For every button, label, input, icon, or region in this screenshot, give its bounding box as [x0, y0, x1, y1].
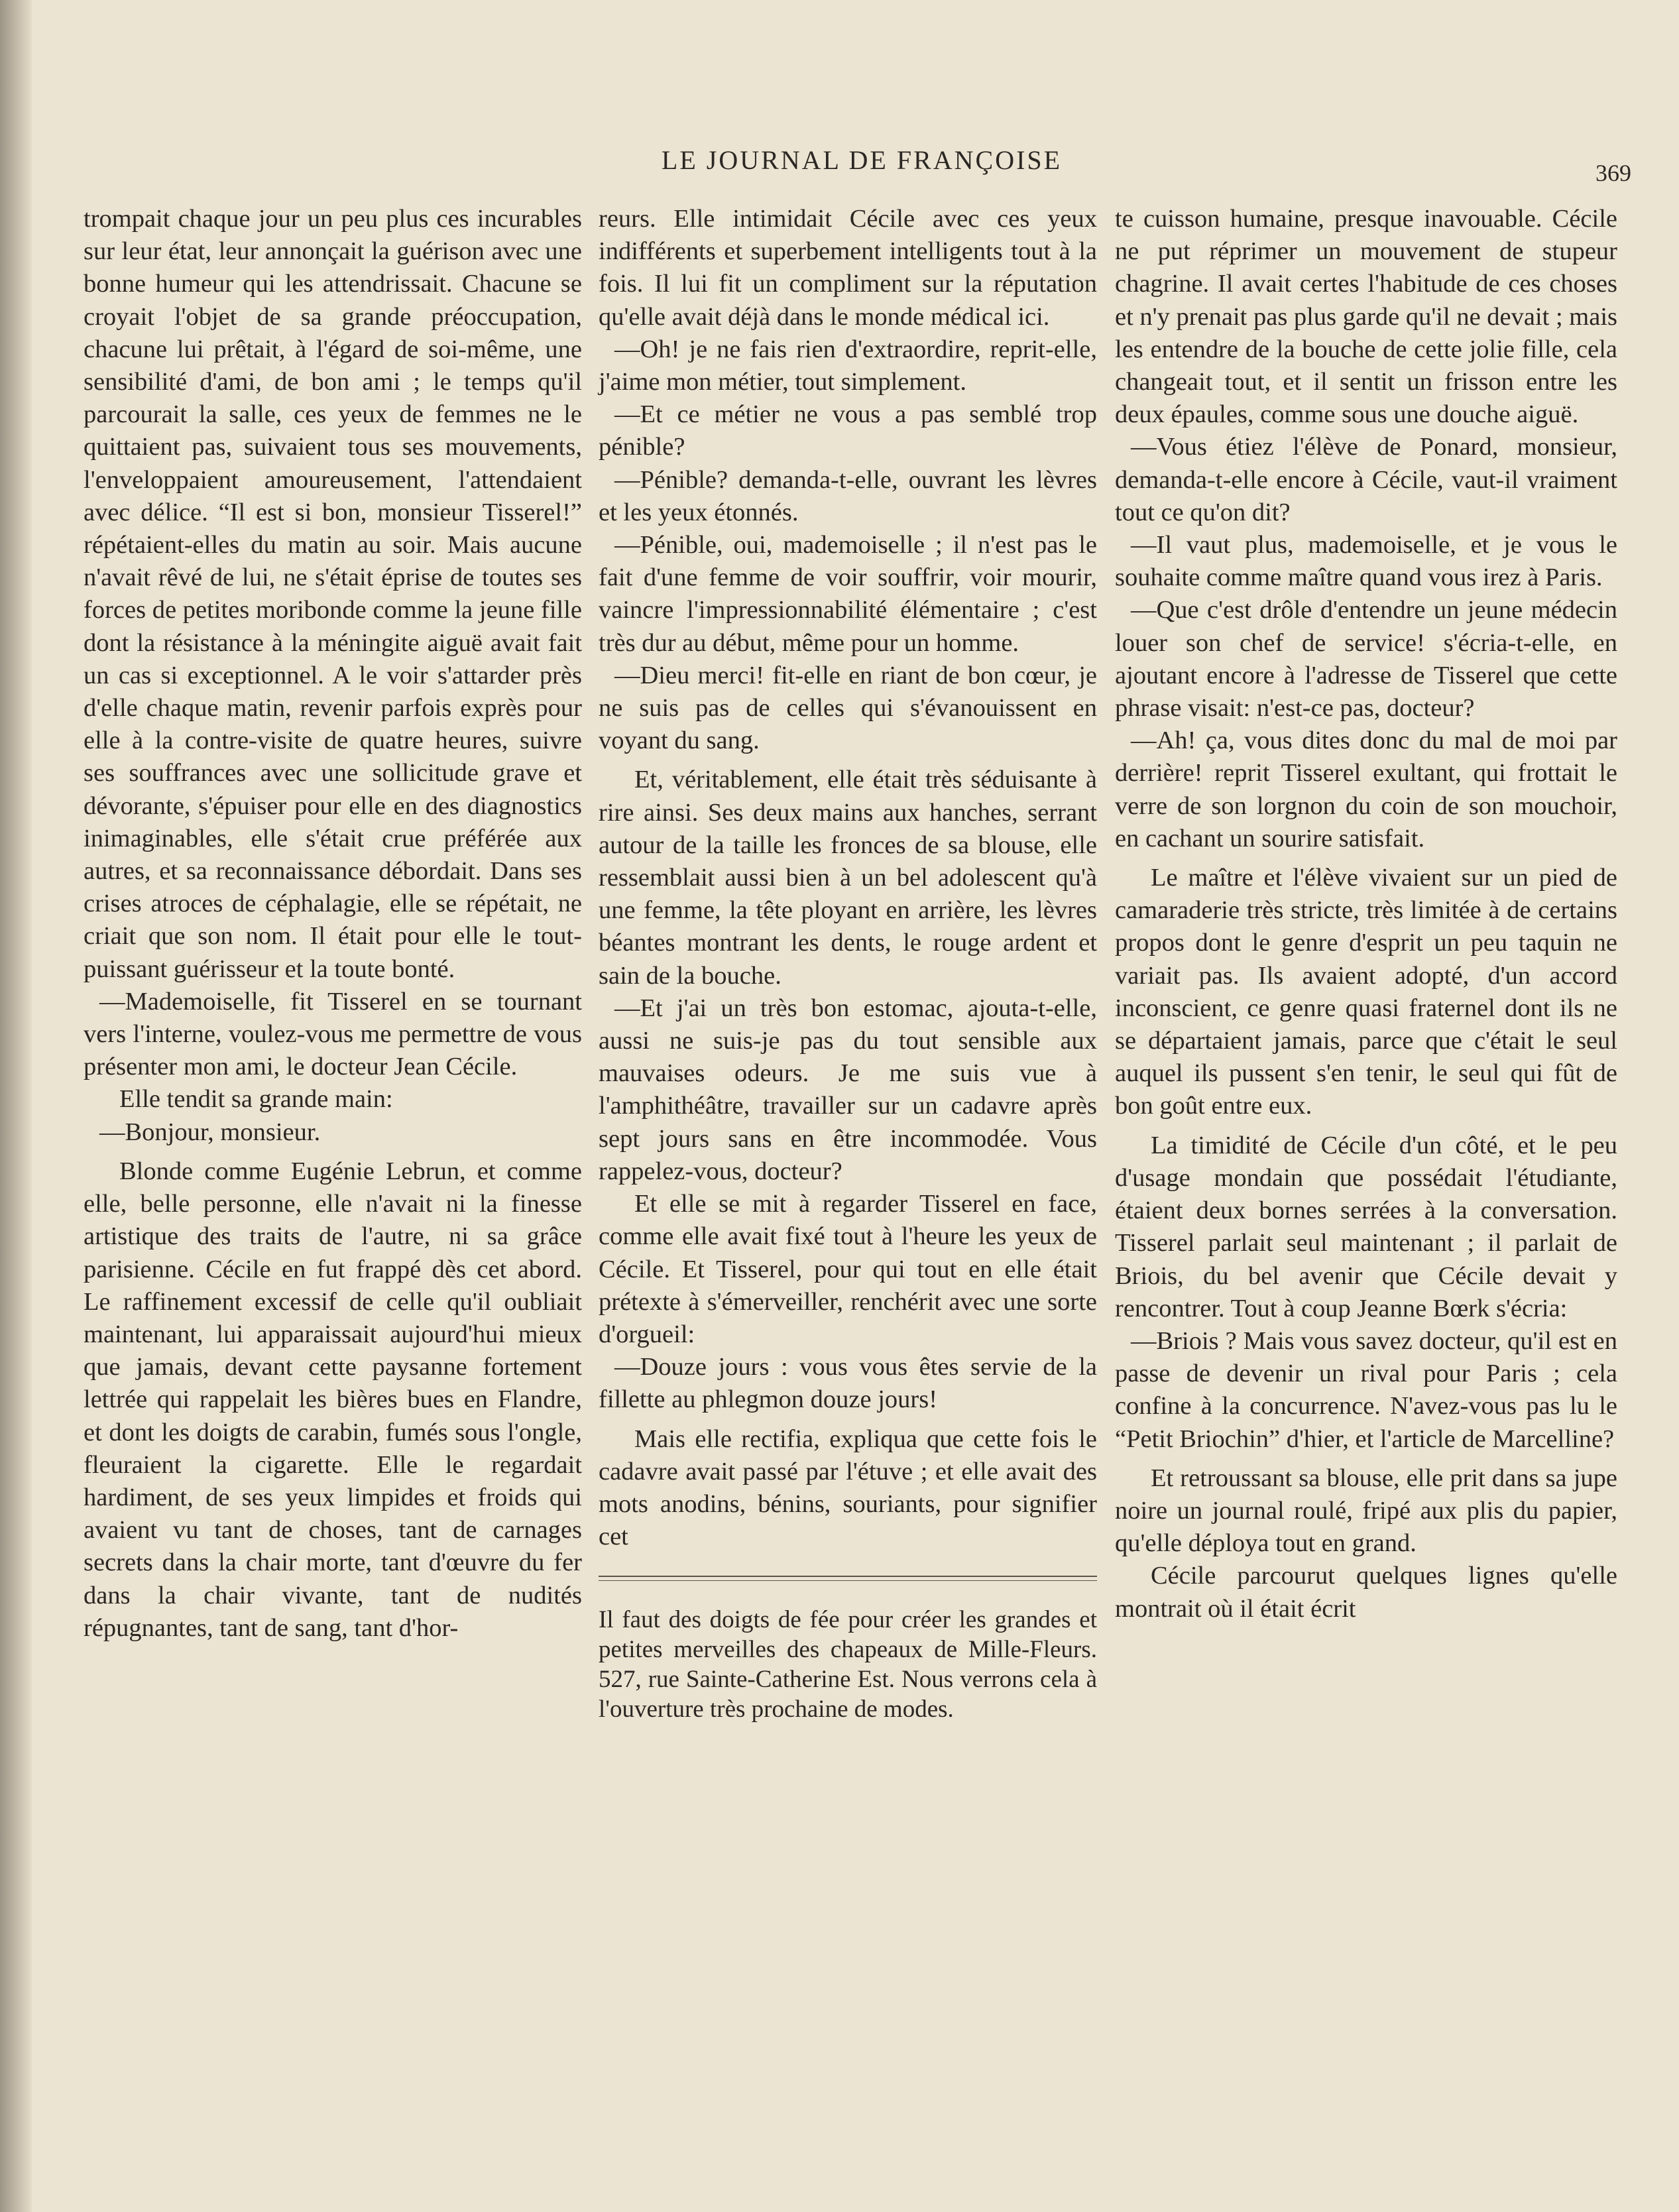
paragraph: La timidité de Cécile d'un côté, et le peu d'usage mondain que possédait l'étudiante, étaient deux bornes serrées à la conversation. Tisserel parlait seul maintenant ; il parlait de Briois, du bel avenir que Cécile devait y rencontrer. Tout à coup Jeanne Bœrk s'écria: — [1115, 1131, 1617, 1322]
paragraph: Et elle se mit à regarder Tisserel en face, comme elle avait fixé tout à l'heure les yeux de Cécile. Et Tisserel, pour qui tout en elle était prétexte à s'émerveiller, renchérit avec une sorte d'orgueil: — [599, 1190, 1097, 1348]
paragraph: —Dieu merci! fit-elle en riant de bon cœur, je ne suis pas de celles qui s'évanouissent en voyant du sang. — [599, 661, 1097, 755]
paragraph: —Douze jours : vous vous êtes servie de la fillette au phlegmon douze jours! — [599, 1353, 1097, 1414]
paragraph: —Briois ? Mais vous savez docteur, qu'il est en passe de devenir un rival pour Paris ; cela confine à la concurrence. N'avez-vous pas lu le “Petit Briochin” d'hier, et l'article de Marcelline? — [1115, 1326, 1617, 1453]
paragraph: Mais elle rectifia, expliqua que cette fois le cadavre avait passé par l'étuve ; et elle avait des mots anodins, bénins, souriants, pour signifier cet — [599, 1425, 1097, 1551]
paragraph: Elle tendit sa grande main: — [119, 1085, 393, 1114]
paragraph: —Ah! ça, vous dites donc du mal de moi par derrière! reprit Tisserel exultant, qui frottait le verre de son lorgnon du coin de son mouchoir, en cachant un sourire satisfait. — [1115, 727, 1617, 852]
paragraph: —Vous étiez l'élève de Ponard, monsieur, demanda-t-elle encore à Cécile, vaut-il vraiment tout ce qu'on dit? — [1115, 433, 1617, 526]
paragraph: —Pénible, oui, mademoiselle ; il n'est pas le fait d'une femme de voir souffrir, voir mourir, vaincre l'impressionnabilité élémentaire ; c'est très dur au début, même pour un homme. — [599, 531, 1097, 657]
paragraph: —Mademoiselle, fit Tisserel en se tournant vers l'interne, voulez-vous me permettre de vous présenter mon ami, le docteur Jean Cécile. — [84, 987, 582, 1081]
paragraph: —Et ce métier ne vous a pas semblé trop pénible? — [599, 400, 1097, 461]
paragraph: reurs. Elle intimidait Cécile avec ces yeux indifférents et superbement intelligents tout à la fois. Il lui fit un compliment sur la réputation qu'elle avait déjà dans le monde médical ici. — [599, 205, 1097, 331]
paragraph: Et, véritablement, elle était très séduisante à rire ainsi. Ses deux mains aux hanches, serrant autour de la taille les fronces de sa blouse, elle ressemblait aussi bien à un bel adolescent qu'à une femme, la tête ployant en arrière, les lèvres béantes montrant les dents, le rouge ardent et sain de la bouche. — [599, 766, 1097, 990]
running-header: LE JOURNAL DE FRANÇOISE — [661, 145, 1063, 175]
paragraph: —Et j'ai un très bon estomac, ajouta-t-elle, aussi ne suis-je pas du tout sensible aux mauvaises odeurs. Je me suis vue à l'amphithéâtre, travailler sur un cadavre après sept jours sans en être incommodée. Vous rappelez-vous, docteur? — [599, 994, 1097, 1185]
text-column-2 — [599, 203, 1097, 1724]
paragraph: —Pénible? demanda-t-elle, ouvrant les lèvres et les yeux étonnés. — [599, 465, 1097, 526]
page-gutter-shadow — [0, 0, 32, 2212]
text-column-1 — [84, 203, 582, 1645]
separator-rule — [599, 1576, 1097, 1581]
advertisement-notice: Il faut des doigts de fée pour créer les grandes et petites merveilles des chapeaux de Mille-Fleurs. 527, rue Sainte-Catherine Est. Nous verrons cela à l'ouverture très prochaine de modes. — [599, 1606, 1097, 1723]
paragraph: te cuisson humaine, presque inavouable. Cécile ne put réprimer un mouvement de stupeur chagrine. Il avait certes l'habitude de ces choses et n'y prenait pas plus garde qu'il ne devait ; mais les entendre de la bouche de cette jolie fille, cela changeait tout, et il sentit un frisson entre les deux épaules, comme sous une douche aiguë. — [1115, 205, 1618, 429]
page-number: 369 — [1595, 160, 1631, 186]
paragraph: —Il vaut plus, mademoiselle, et je vous le souhaite comme maître quand vous irez à Paris. — [1115, 531, 1617, 592]
paragraph: —Bonjour, monsieur. — [99, 1118, 321, 1146]
paragraph: —Que c'est drôle d'entendre un jeune médecin louer son chef de service! s'écria-t-elle, en ajoutant encore à l'adresse de Tisserel que cette phrase visait: n'est-ce pas, docteur? — [1115, 596, 1617, 723]
paragraph: —Oh! je ne fais rien d'extraordire, reprit-elle, j'aime mon métier, tout simplement. — [599, 335, 1097, 396]
paragraph: Blonde comme Eugénie Lebrun, et comme elle, belle personne, elle n'avait ni la finesse artistique des traits de l'autre, ni sa grâce parisienne. Cécile en fut frappé dès cet abord. Le raffinement excessif de celle qu'il oubliait maintenant, lui apparaissait aujourd'hui mieux que jamais, devant cette paysanne fortement lettrée qui rappelait les bières bues en Flandre, et dont les doigts de carabin, fumés sous l'ongle, fleuraient la cigarette. Elle le regardait hardiment, de ses yeux limpides et froids qui avaient vu tant de choses, tant de carnages secrets dans la chair morte, tant d'œuvre du fer dans la chair vivante, tant de nudités répugnantes, tant de sang, tant d'hor- — [84, 1157, 582, 1642]
text-column-3 — [1115, 203, 1617, 1625]
paragraph: Et retroussant sa blouse, elle prit dans sa jupe noire un journal roulé, fripé aux plis du papier, qu'elle déploya tout en grand. — [1115, 1464, 1617, 1558]
paragraph: trompait chaque jour un peu plus ces incurables sur leur état, leur annonçait la guérison avec une bonne humeur qui les attendrissait. Chacune se croyait l'objet de sa grande préoccupation, chacune lui prêtait, à l'égard de soi-même, une sensibilité d'ami, de bon ami ; le temps qu'il parcourait la salle, ces yeux de femmes ne le quittaient pas, suivaient tous ses mouvements, l'enveloppaient amoureusement, l'attendaient avec délice. “Il est si bon, monsieur Tisserel!” répétaient-elles du matin au soir. Mais aucune n'avait rêvé de lui, ne s'était éprise de toutes ses forces de petites moribonde comme la jeune fille dont la résistance à la méningite aiguë avait fait un cas si exceptionnel. A le voir s'attarder près d'elle chaque matin, revenir parfois exprès pour elle à la contre-visite de quatre heures, suivre ses souffrances avec une sollicitude grave et dévorante, s'épuiser pour elle en des diagnostics inimaginables, elle s'était crue préférée aux autres, et sa reconnaissance débordait. Dans ses crises atroces de céphalagie, elle se répétait, ne criait que son nom. Il était pour elle le tout-puissant guérisseur et la toute bonté. — [84, 205, 582, 983]
paragraph: Cécile parcourut quelques lignes qu'elle montrait où il était écrit — [1115, 1562, 1617, 1623]
paragraph: Le maître et l'élève vivaient sur un pied de camaraderie très stricte, très limitée à de certains propos dont le genre d'esprit un peu taquin ne variait pas. Ils avaient adopté, d'un accord inconscient, ce genre quasi fraternel dont ils ne se départaient jamais, parce que c'était le seul auquel ils pussent s'en tenir, le seul qui fût de bon goût entre eux. — [1115, 864, 1617, 1120]
